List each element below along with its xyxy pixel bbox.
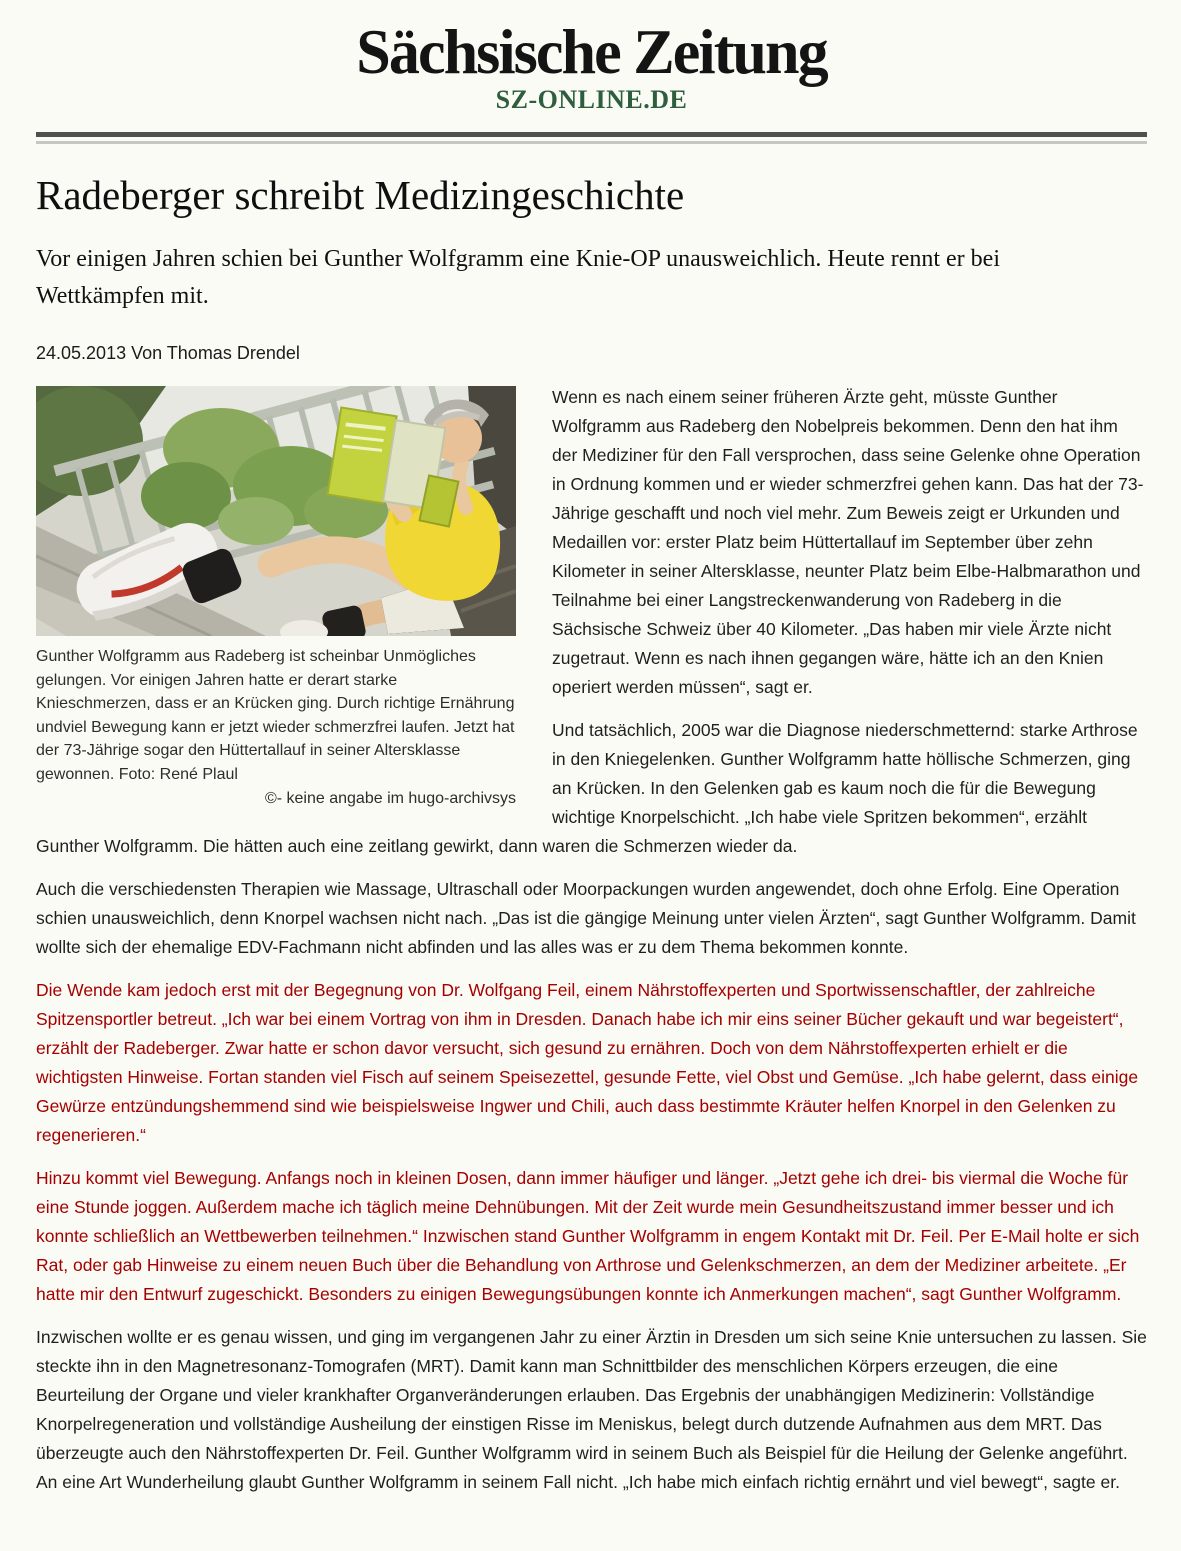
masthead-subtitle-link[interactable]: SZ-ONLINE.DE (495, 85, 688, 114)
article-headline: Radeberger schreibt Medizingeschichte (36, 172, 685, 218)
divider-rule-light (36, 141, 1147, 144)
article-paragraph: Auch die verschiedensten Therapien wie Massage, Ultraschall oder Moorpackungen wurden angewendet, doch ohne Erfolg. Eine Operation schien unausweichlich, denn Knorpel wachsen nicht nach. „Das ist die gängige Meinung unter vielen Ärzten“, sagt Gunther Wolfgramm. Damit wollte sich der ehemalige EDV-Fachmann nicht abfinden und las alles was er zu dem Thema bekommen konnte. (36, 879, 1136, 957)
article-paragraph-highlighted: Hinzu kommt viel Bewegung. Anfangs noch in kleinen Dosen, dann immer häufiger und länger. „Jetzt gehe ich drei- bis viermal die Woche für eine Stunde joggen. Außerdem mache ich täglich meine Dehnübungen. Mit der Zeit wurde mein Gesundheitszustand immer besser und ich konnte schließlich an Wettbewerben teilnehmen.“ Inzwischen stand Gunther Wolfgramm in engem Kontakt mit Dr. Feil. Per E-Mail holte er sich Rat, oder gab Hinweise zu einem neuen Buch über die Behandlung von Arthrose und Gelenkschmerzen, an dem der Mediziner arbeitete. „Er hatte mir den Entwurf zugeschickt. Besonders zu einigen Bewegungsübungen konnte ich Anmerkungen machen“, sagt Gunther Wolfgramm. (36, 1168, 1140, 1304)
article-subhead: Vor einigen Jahren schien bei Gunther Wolfgramm eine Knie-OP unausweichlich. Heute rennt er bei Wettkämpfen mit. (36, 246, 1000, 309)
photo-caption (36, 645, 516, 811)
article-paragraph: Und tatsächlich, 2005 war die Diagnose niederschmetternd: starke Arthrose in den Kniegelenken. Gunther Wolfgramm hatte höllische Schmerzen, ging an Krücken. In den Gelenken gab es kaum noch die für die Bewegung wichtige Knorpelschicht. „Ich habe viele Spritzen bekommen“, erzählt Gunther Wolfgramm. Die hätten auch eine zeitlang gewirkt, dann waren die Schmerzen wieder da. (36, 720, 1138, 856)
photo-caption-text: Gunther Wolfgramm aus Radeberg ist scheinbar Unmögliches gelungen. Vor einigen Jahren hatte er derart starke Knieschmerzen, dass er an Krücken ging. Durch richtige Ernährung undviel Bewegung kann er jetzt wieder schmerzfrei laufen. Jetzt hat der 73-Jährige sogar den Hüttertallauf in seiner Altersklasse gewonnen. Foto: René Plaul (36, 648, 515, 783)
article-paragraph: Wenn es nach einem seiner früheren Ärzte geht, müsste Gunther Wolfgramm aus Radeberg den Nobelpreis bekommen. Denn den hat ihm der Mediziner für den Fall versprochen, dass seine Gelenke ohne Operation in Ordnung kommen und er wieder schmerzfrei gehen kann. Das hat der 73-Jährige geschafft und noch viel mehr. Zum Beweis zeigt er Urkunden und Medaillen vor: erster Platz beim Hüttertallauf im September über zehn Kilometer in seiner Altersklasse, neunter Platz beim Elbe-Halbmarathon und Teilnahme bei einer Langstreckenwanderung von Radeberg in die Sächsische Schweiz über 40 Kilometer. „Das haben mir viele Ärzte nicht zugetraut. Wenn es nach ihnen gegangen wäre, hätte ich an den Knien operiert werden müssen“, sagt er. (552, 387, 1144, 697)
masthead (36, 16, 1147, 115)
article-figure (36, 386, 516, 811)
masthead-title: Sächsische Zeitung (356, 16, 827, 87)
article-byline: 24.05.2013 Von Thomas Drendel (36, 343, 300, 363)
divider-rule-dark (36, 132, 1147, 137)
masthead-divider (36, 132, 1147, 144)
article-body (36, 383, 1147, 1511)
photo-credit: ©- keine angabe im hugo-archivsys (264, 790, 516, 807)
article-paragraph: Inzwischen wollte er es genau wissen, und ging im vergangenen Jahr zu einer Ärztin in Dresden um sich seine Knie untersuchen zu lassen. Sie steckte ihn in den Magnetresonanz-Tomografen (MRT). Damit kann man Schnittbilder des menschlichen Körpers erzeugen, die eine Beurteilung der Organe und vieler krankhafter Organveränderungen erlauben. Das Ergebnis der unabhängigen Medizinerin: Vollständige Knorpelregeneration und vollständige Ausheilung der einstigen Risse im Meniskus, belegt durch dutzende Aufnahmen aus dem MRT. Das überzeugte auch den Nährstoffexperten Dr. Feil. Gunther Wolfgramm wird in seinem Buch als Beispiel für die Heilung der Gelenke angeführt. An eine Art Wunderheilung glaubt Gunther Wolfgramm in seinem Fall nicht. „Ich habe mich einfach richtig ernährt und viel bewegt“, sagte er. (36, 1327, 1147, 1492)
article-paragraph-highlighted: Die Wende kam jedoch erst mit der Begegnung von Dr. Wolfgang Feil, einem Nährstoffexperten und Sportwissenschaftler, der zahlreiche Spitzensportler betreut. „Ich war bei einem Vortrag von ihm in Dresden. Danach habe ich mir eins seiner Bücher gekauft und war begeistert“, erzählt der Radeberger. Zwar hatte er schon davor versucht, sich gesund zu ernähren. Doch von dem Nährstoffexperten erhielt er die wichtigsten Hinweise. Fortan standen viel Fisch auf seinem Speisezettel, gesunde Fette, viel Obst und Gemüse. „Ich habe gelernt, dass einige Gewürze entzündungshemmend sind wie beispielsweise Ingwer und Chili, auch dass bestimmte Kräuter helfen Knorpel in den Gelenken zu regenerieren.“ (36, 980, 1139, 1145)
article-photo (36, 386, 516, 636)
